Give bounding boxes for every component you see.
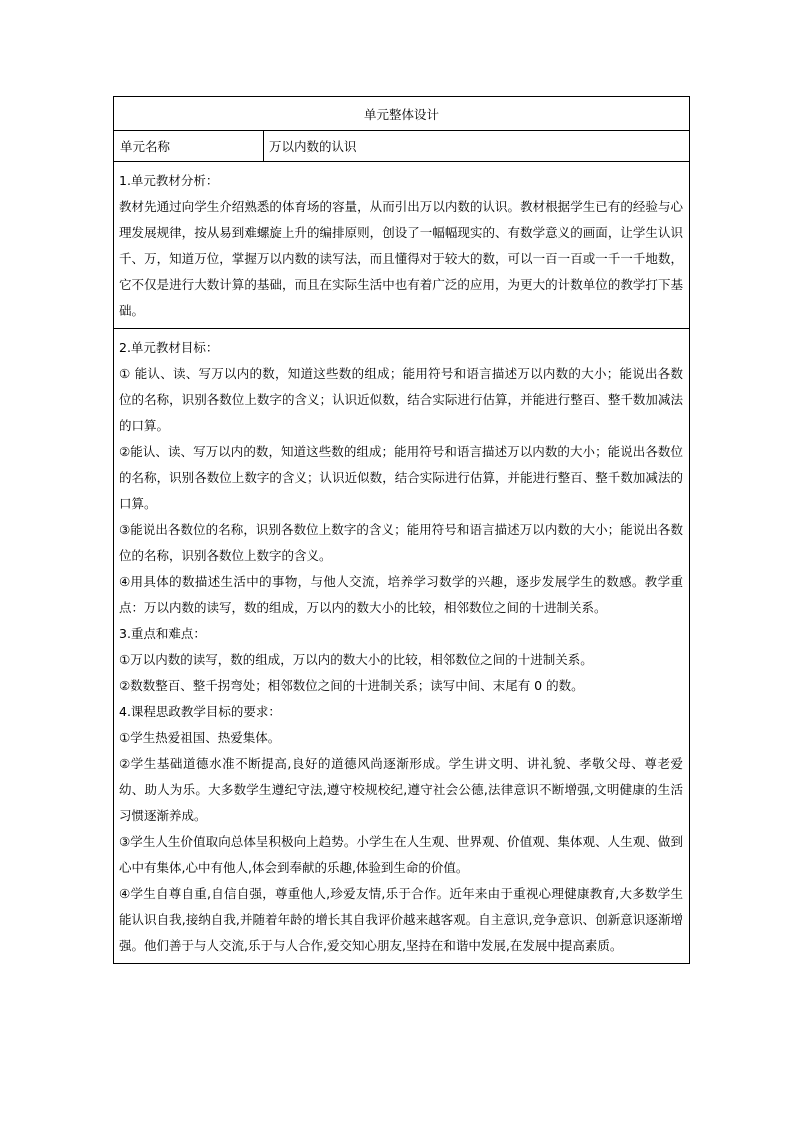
unit-name-row <box>114 130 689 161</box>
unit-name-label: 单元名称 <box>114 131 264 161</box>
section-material-goals <box>114 328 689 963</box>
table-title: 单元整体设计 <box>363 106 439 122</box>
section-paragraph: ②学生基础道德水准不断提高,良好的道德风尚逐渐形成。学生讲文明、讲礼貌、孝敬父母、尊老爱幼、助人为乐。大多数学生遵纪守法,遵守校规校纪,遵守社会公德,法律意识不断增强,文明健康的生活习惯逐渐养成。 <box>119 756 683 823</box>
section-paragraph: ②数数整百、整千拐弯处；相邻数位之间的十进制关系；读写中间、末尾有 0 的数。 <box>119 678 584 693</box>
section-material-analysis <box>114 161 689 328</box>
section-paragraph: ④用具体的数描述生活中的事物，与他人交流，培养学习数学的兴趣，逐步发展学生的数感。教学重点：万以内数的读写，数的组成，万以内的数大小的比较，相邻数位之间的十进制关系。 <box>119 574 683 615</box>
section-paragraph: ③学生人生价值取向总体呈积极向上趋势。小学生在人生观、世界观、价值观、集体观、人生观、做到心中有集体,心中有他人,体会到奉献的乐趣,体验到生命的价值。 <box>119 834 683 875</box>
section-paragraph: ① 能认、读、写万以内的数，知道这些数的组成；能用符号和语言描述万以内数的大小；能说出各数位的名称，识别各数位上数字的含义；认识近似数，结合实际进行估算，并能进行整百、整千数加减法的口算。 <box>119 366 683 433</box>
section-paragraph: ①学生热爱祖国、热爱集体。 <box>119 730 281 745</box>
section-heading: 3.重点和难点： <box>119 626 206 641</box>
table-title-row <box>114 97 689 130</box>
unit-design-table <box>113 96 690 964</box>
section-heading: 2.单元教材目标： <box>119 340 219 355</box>
section-paragraph: ②能认、读、写万以内的数，知道这些数的组成；能用符号和语言描述万以内数的大小；能说出各数位的名称，识别各数位上数字的含义；认识近似数，结合实际进行估算，并能进行整百、整千数加减法的口算。 <box>119 444 683 511</box>
section-paragraph: ④学生自尊自重,自信自强，尊重他人,珍爱友情,乐于合作。近年来由于重视心理健康教育,大多数学生能认识自我,接纳自我,并随着年龄的增长其自我评价越来越客观。自主意识,竞争意识、创新意识逐渐增强。他们善于与人交流,乐于与人合作,爱交知心朋友,坚持在和谐中发展,在发展中提高素质。 <box>119 886 683 953</box>
section-paragraph: 教材先通过向学生介绍熟悉的体育场的容量，从而引出万以内数的认识。教材根据学生已有的经验与心理发展规律，按从易到难螺旋上升的编排原则，创设了一幅幅现实的、有数学意义的画面，让学生认识千、万，知道万位，掌握万以内数的读写法，而且懂得对于较大的数，可以一百一百或一千一千地数，它不仅是进行大数计算的基础，而且在实际生活中也有着广泛的应用，为更大的计数单位的教学打下基础。 <box>119 199 683 318</box>
unit-name-value: 万以内数的认识 <box>269 139 357 154</box>
section-heading: 1.单元教材分析： <box>119 173 219 188</box>
section-heading: 4.课程思政教学目标的要求： <box>119 704 281 719</box>
section-paragraph: ①万以内数的读写，数的组成，万以内的数大小的比较，相邻数位之间的十进制关系。 <box>119 652 593 667</box>
section-paragraph: ③能说出各数位的名称，识别各数位上数字的含义；能用符号和语言描述万以内数的大小；能说出各数位的名称，识别各数位上数字的含义。 <box>119 522 683 563</box>
